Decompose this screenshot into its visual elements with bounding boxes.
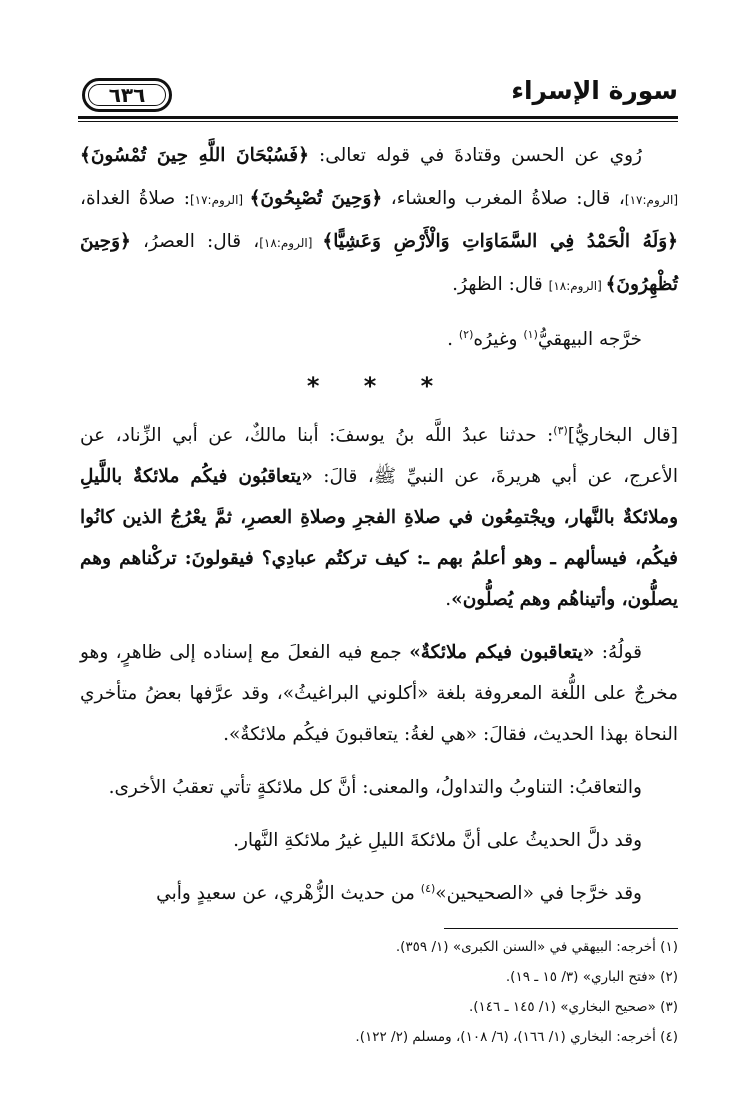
page-number: ٦٣٦	[108, 83, 146, 107]
surah-title: سورة الإسراء	[511, 76, 678, 105]
text-run: .	[447, 329, 459, 350]
text-run: : صلاةُ الغداة،	[80, 188, 190, 209]
text-run: خرَّجه البيهقيُّ	[537, 329, 642, 350]
paragraph-indication: وقد دلَّ الحديثُ على أنَّ ملائكةَ الليلِ غيرُ ملائكةِ النَّهار.	[233, 830, 642, 851]
text-run: قولُهُ:	[594, 642, 642, 663]
paragraph-hadith	[80, 415, 678, 620]
header-rule	[78, 116, 678, 119]
text-run: جمع فيه الفعلَ مع إسناده إلى ظاهرٍ، وهو مخرجٌ على اللُّغة المعروفة بلغة «أكلوني البراغيثُ»، وقد عرَّفها بعضُ متأخري النحاة بهذا الحديث، فقالَ: «هي لغةُ: يتعاقبونَ فيكُم ملائكةٌ».	[80, 642, 678, 745]
quran-verse: ﴿وَحِينَ تُصْبِحُونَ﴾	[249, 188, 383, 209]
text-run: وقد خرَّجا في «الصحيحين»	[435, 883, 642, 904]
hadith-quote: «يتعاقبون فيكم ملائكةٌ»	[409, 642, 595, 663]
verse-reference: [الروم:١٨]	[548, 279, 606, 293]
header-rule-thin	[78, 121, 678, 122]
paragraph-meaning: والتعاقبُ: التناوبُ والتداولُ، والمعنى: أنَّ كل ملائكةٍ تأتي تعقبُ الأخرى.	[108, 777, 642, 798]
paragraph-takhrij	[80, 319, 678, 360]
quran-verse: ﴿وَحِينَ تُظْهِرُونَ﴾	[80, 231, 678, 295]
text-run: قال: الظهرُ.	[452, 274, 549, 295]
footnote-marker: (٤)	[420, 882, 436, 895]
quran-verse: ﴿وَلَهُ الْحَمْدُ فِي السَّمَاوَاتِ وَالْأَرْضِ وَعَشِيًّا﴾	[322, 231, 679, 252]
verse-reference: [الروم:١٧]	[189, 193, 250, 207]
paragraph-commentary	[80, 632, 678, 755]
text-run: ، قال: صلاةُ المغرب والعشاء،	[382, 188, 625, 209]
verse-reference: [الروم:١٨]	[259, 236, 323, 250]
footnote-4: (٤) أخرجه: البخاري (١/ ١٦٦)، (٦/ ١٠٨)، ومسلم (٢/ ١٢٢).	[355, 1029, 678, 1045]
footnote-3: (٣) «صحيح البخاري» (١/ ١٤٥ ـ ١٤٦).	[468, 999, 678, 1015]
text-run: : حدثنا عبدُ اللَّه بنُ يوسفَ: أبنا مالكٌ، عن أبي الزِّناد، عن الأعرج، عن أبي هريرةَ، عن النبيِّ ﷺ، قالَ:	[80, 425, 678, 487]
paragraph-sahihain	[80, 873, 678, 914]
paragraph-tafsir	[80, 135, 678, 307]
text-run: .	[445, 589, 452, 610]
page-number-badge	[82, 78, 172, 112]
footnote-1: (١) أخرجه: البيهقي في «السنن الكبرى» (١/ ٣٥٩).	[395, 939, 678, 955]
body-text	[80, 135, 678, 914]
text-run: من حديث الزُّهْري، عن سعيدٍ وأبي	[156, 883, 421, 904]
footnote-marker: (٣)	[553, 424, 568, 437]
text-run: ، قال: العصرُ،	[130, 231, 260, 252]
page-header	[78, 68, 678, 120]
text-run: رُوي عن الحسن وقتادةَ في قوله تعالى:	[308, 145, 642, 166]
footnote-marker: (٢)	[458, 328, 474, 341]
verse-reference: [الروم:١٧]	[624, 193, 679, 207]
footnote-rule	[444, 928, 678, 929]
footnotes	[80, 932, 678, 1052]
footnote-marker: (١)	[523, 328, 538, 341]
quran-verse: ﴿فَسُبْحَانَ اللَّهِ حِينَ تُمْسُونَ﴾	[80, 145, 309, 166]
section-separator: * * *	[306, 372, 452, 400]
hadith-text: «يتعاقبُون فيكُم ملائكةٌ باللَّيلِ وملائكةٌ بالنَّهار، ويجْتمِعُون في صلاةِ الفجرِ وصلاةِ العصرِ، ثمَّ يعْرُجُ الذين كانُوا فيكُم، فيسألهم ـ وهو أعلمُ بهم ـ: كيف تركتُم عبادِي؟ فيقولونَ: تركْناهم وهم يصلُّون، وأتيناهُم وهم يُصلُّون»	[80, 466, 678, 610]
footnote-2: (٢) «فتح الباري» (٣/ ١٥ ـ ١٩).	[505, 969, 678, 985]
text-run: وغيرُه	[473, 329, 524, 350]
text-run: [قال البخاريُّ]	[567, 425, 678, 446]
